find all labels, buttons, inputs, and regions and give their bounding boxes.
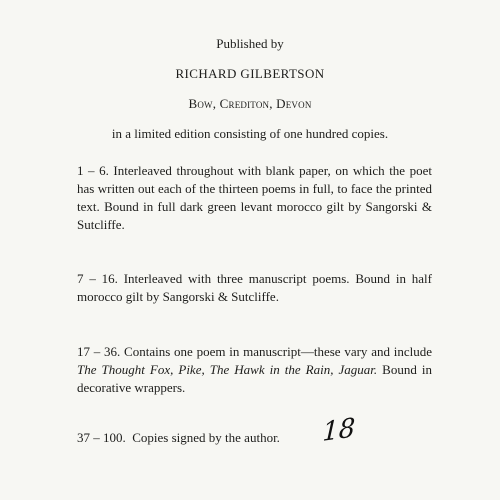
entry-text-after: Bound in decorative wrappers.: [77, 362, 432, 395]
entry-range: 17 – 36.: [77, 344, 121, 359]
entry-text-before: Contains one poem in manuscript—these vary and include: [120, 344, 432, 359]
entry-text: Interleaved with three manuscript poems. Bound in half morocco gilt by Sangorski & Sutcliffe.: [77, 271, 432, 304]
publisher-header: [0, 36, 500, 142]
entry-range: 37 – 100.: [77, 430, 126, 445]
edition-entry-37-100: [77, 429, 432, 447]
poem-titles: The Thought Fox, Pike, The Hawk in the Rain, Jaguar.: [77, 362, 378, 377]
edition-entry-7-16: [77, 270, 432, 306]
edition-entry-1-6: [77, 162, 432, 234]
limited-edition-line: in a limited edition consisting of one hundred copies.: [111, 126, 389, 141]
handwritten-copy-number: 18: [321, 412, 356, 449]
entry-text: Copies signed by the author.: [125, 430, 280, 445]
edition-entry-17-36: [77, 343, 432, 397]
publisher-location: Bow, Crediton, Devon: [188, 96, 312, 111]
entry-range: 1 – 6.: [77, 163, 109, 178]
publisher-name: RICHARD GILBERTSON: [175, 66, 325, 81]
entry-text: Interleaved throughout with blank paper, on which the poet has written out each of the thirteen poems in full, to face the printed text. Bound in full dark green levant morocco gilt by Sangorski & Sutcliffe.: [77, 163, 433, 232]
published-by-line: Published by: [216, 36, 284, 51]
entry-range: 7 – 16.: [77, 271, 118, 286]
